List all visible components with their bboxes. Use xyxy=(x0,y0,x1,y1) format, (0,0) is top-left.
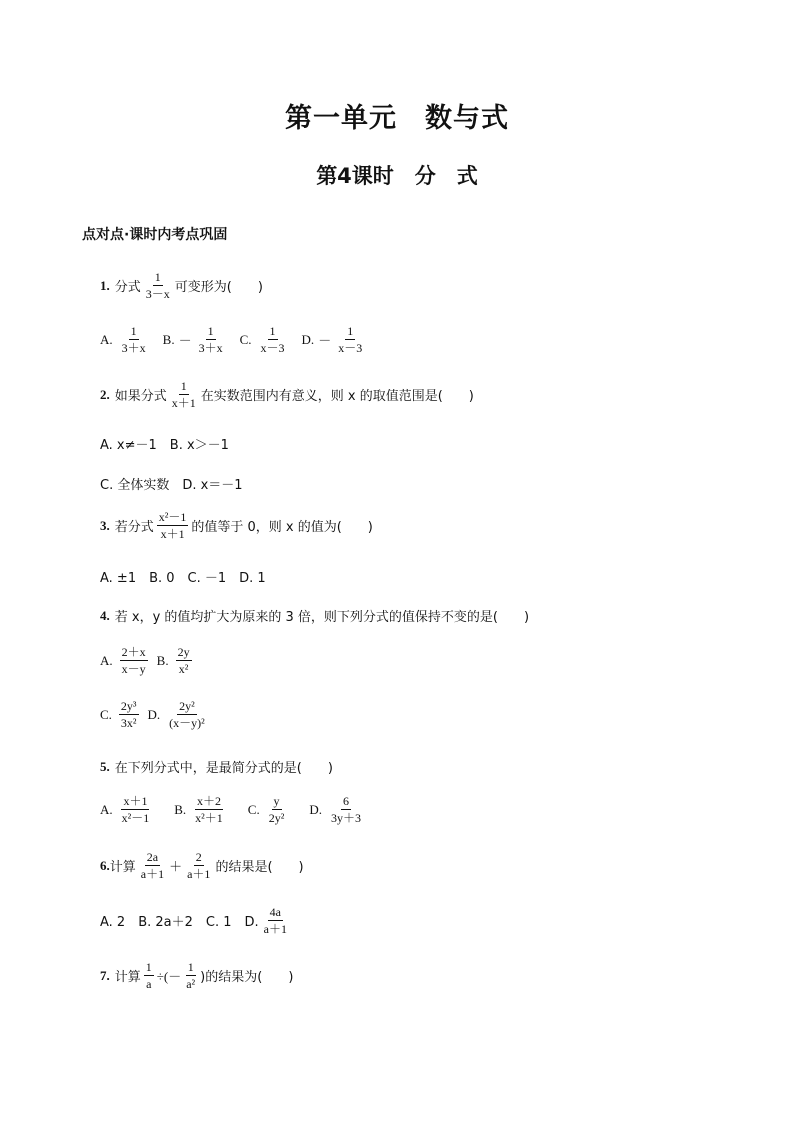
option-d-fraction: $\frac{\text{2y²}}{\text{(x－y)²}}$ xyxy=(169,699,205,730)
question-2 xyxy=(100,380,474,409)
fraction: $\frac{1}{\text{a²}}$ xyxy=(186,960,196,991)
question-number: 1. xyxy=(100,277,110,293)
question-6-options xyxy=(100,906,292,935)
option-b-label: B. xyxy=(156,652,169,668)
option-d-fraction: $\frac{4a}{a+1}$ xyxy=(263,905,287,936)
lesson-title: 第4课时 分 式 xyxy=(316,164,478,188)
question-4-options-row-2 xyxy=(100,700,210,729)
option-d-label: D. xyxy=(301,331,315,347)
question-number: 7. xyxy=(100,967,110,983)
option-a-label: A. xyxy=(100,801,113,817)
question-number: 5. xyxy=(100,758,110,774)
option-b-fraction: $\frac{1}{3+x}$ xyxy=(198,324,223,355)
option-d-fraction: $\frac{1}{x-3}$ xyxy=(338,324,363,355)
fraction: $\frac{1}{a}$ xyxy=(145,960,152,991)
question-text: 分式 xyxy=(114,280,141,295)
option-a-fraction: $\frac{1}{3+x}$ xyxy=(121,324,146,355)
question-text: 计算 xyxy=(109,860,136,875)
option-c-fraction: $\frac{\text{2y³}}{\text{3x²}}$ xyxy=(120,699,137,730)
fraction: $\frac{1}{3-x}$ xyxy=(145,270,170,301)
question-6 xyxy=(100,851,304,880)
question-text: 的结果是( ) xyxy=(215,860,304,875)
question-text: 计算 xyxy=(114,970,141,985)
question-text: 在实数范围内有意义，则 x 的取值范围是( ) xyxy=(200,389,474,404)
option-c-label: C. xyxy=(247,801,260,817)
question-4 xyxy=(100,606,529,625)
question-2-options-row-2: C. 全体实数 D. x＝－1 xyxy=(100,478,243,493)
question-text: 若分式 xyxy=(114,520,154,535)
option-d-label: D. xyxy=(147,706,161,722)
question-number: 3. xyxy=(100,517,110,533)
option-b-label: B. xyxy=(174,801,187,817)
question-4-options-row-1 xyxy=(100,646,195,675)
option-c-label: C. xyxy=(239,331,252,347)
question-5-options xyxy=(100,795,366,824)
fraction: $\frac{2}{a+1}$ xyxy=(187,850,211,881)
question-text: 在下列分式中，是最简分式的是( ) xyxy=(114,761,333,776)
option-c-label: C. xyxy=(100,706,112,722)
section-heading: 点对点·课时内考点巩固 xyxy=(82,227,228,243)
question-text: 可变形为( ) xyxy=(174,280,263,295)
plus-sign: ＋ xyxy=(169,859,183,874)
options-text: A. 2 B. 2a＋2 C. 1 D. xyxy=(100,915,259,930)
question-text: 的值等于 0，则 x 的值为( ) xyxy=(191,520,373,535)
minus-sign: － xyxy=(178,333,192,348)
question-number: 2. xyxy=(100,386,110,402)
option-b-label: B. xyxy=(162,331,175,347)
option-c-fraction: $\frac{y}{\text{2y²}}$ xyxy=(268,794,285,825)
option-b-fraction: $\frac{x+2}{\text{x²＋1}}$ xyxy=(195,794,223,825)
question-3-options: A. ±1 B. 0 C. －1 D. 1 xyxy=(100,571,266,586)
question-7 xyxy=(100,961,293,990)
division-sign: ÷(－ xyxy=(156,969,182,984)
question-5 xyxy=(100,757,333,776)
minus-sign: － xyxy=(318,333,332,348)
fraction: $\frac{2a}{a+1}$ xyxy=(140,850,165,881)
option-d-label: D. xyxy=(309,801,322,817)
question-text: )的结果为( ) xyxy=(200,970,294,985)
question-text: 若 x，y 的值均扩大为原来的 3 倍，则下列分式的值保持不变的是( ) xyxy=(114,610,530,625)
question-1-options xyxy=(100,325,367,354)
question-2-options-row-1: A. x≠－1 B. x＞－1 xyxy=(100,438,229,453)
question-number: 4. xyxy=(100,607,110,623)
question-1 xyxy=(100,271,263,300)
option-a-label: A. xyxy=(100,652,113,668)
fraction: $\frac{1}{x+1}$ xyxy=(171,379,196,410)
option-a-label: A. xyxy=(100,331,113,347)
option-d-fraction: $\frac{6}{3y+3}$ xyxy=(330,794,361,825)
page-title: 第一单元 数与式 xyxy=(285,103,509,134)
option-c-fraction: $\frac{1}{x-3}$ xyxy=(260,324,285,355)
question-text: 如果分式 xyxy=(114,389,167,404)
question-number: 6. xyxy=(100,857,110,873)
option-b-fraction: $\frac{2y}{\text{x²}}$ xyxy=(177,645,190,676)
fraction: $\frac{\text{x²－1}}{x+1}$ xyxy=(158,510,187,541)
option-a-fraction: $\frac{x+1}{\text{x²－1}}$ xyxy=(121,794,150,825)
option-a-fraction: $\frac{2+x}{x-y}$ xyxy=(121,645,146,676)
question-3 xyxy=(100,511,373,540)
